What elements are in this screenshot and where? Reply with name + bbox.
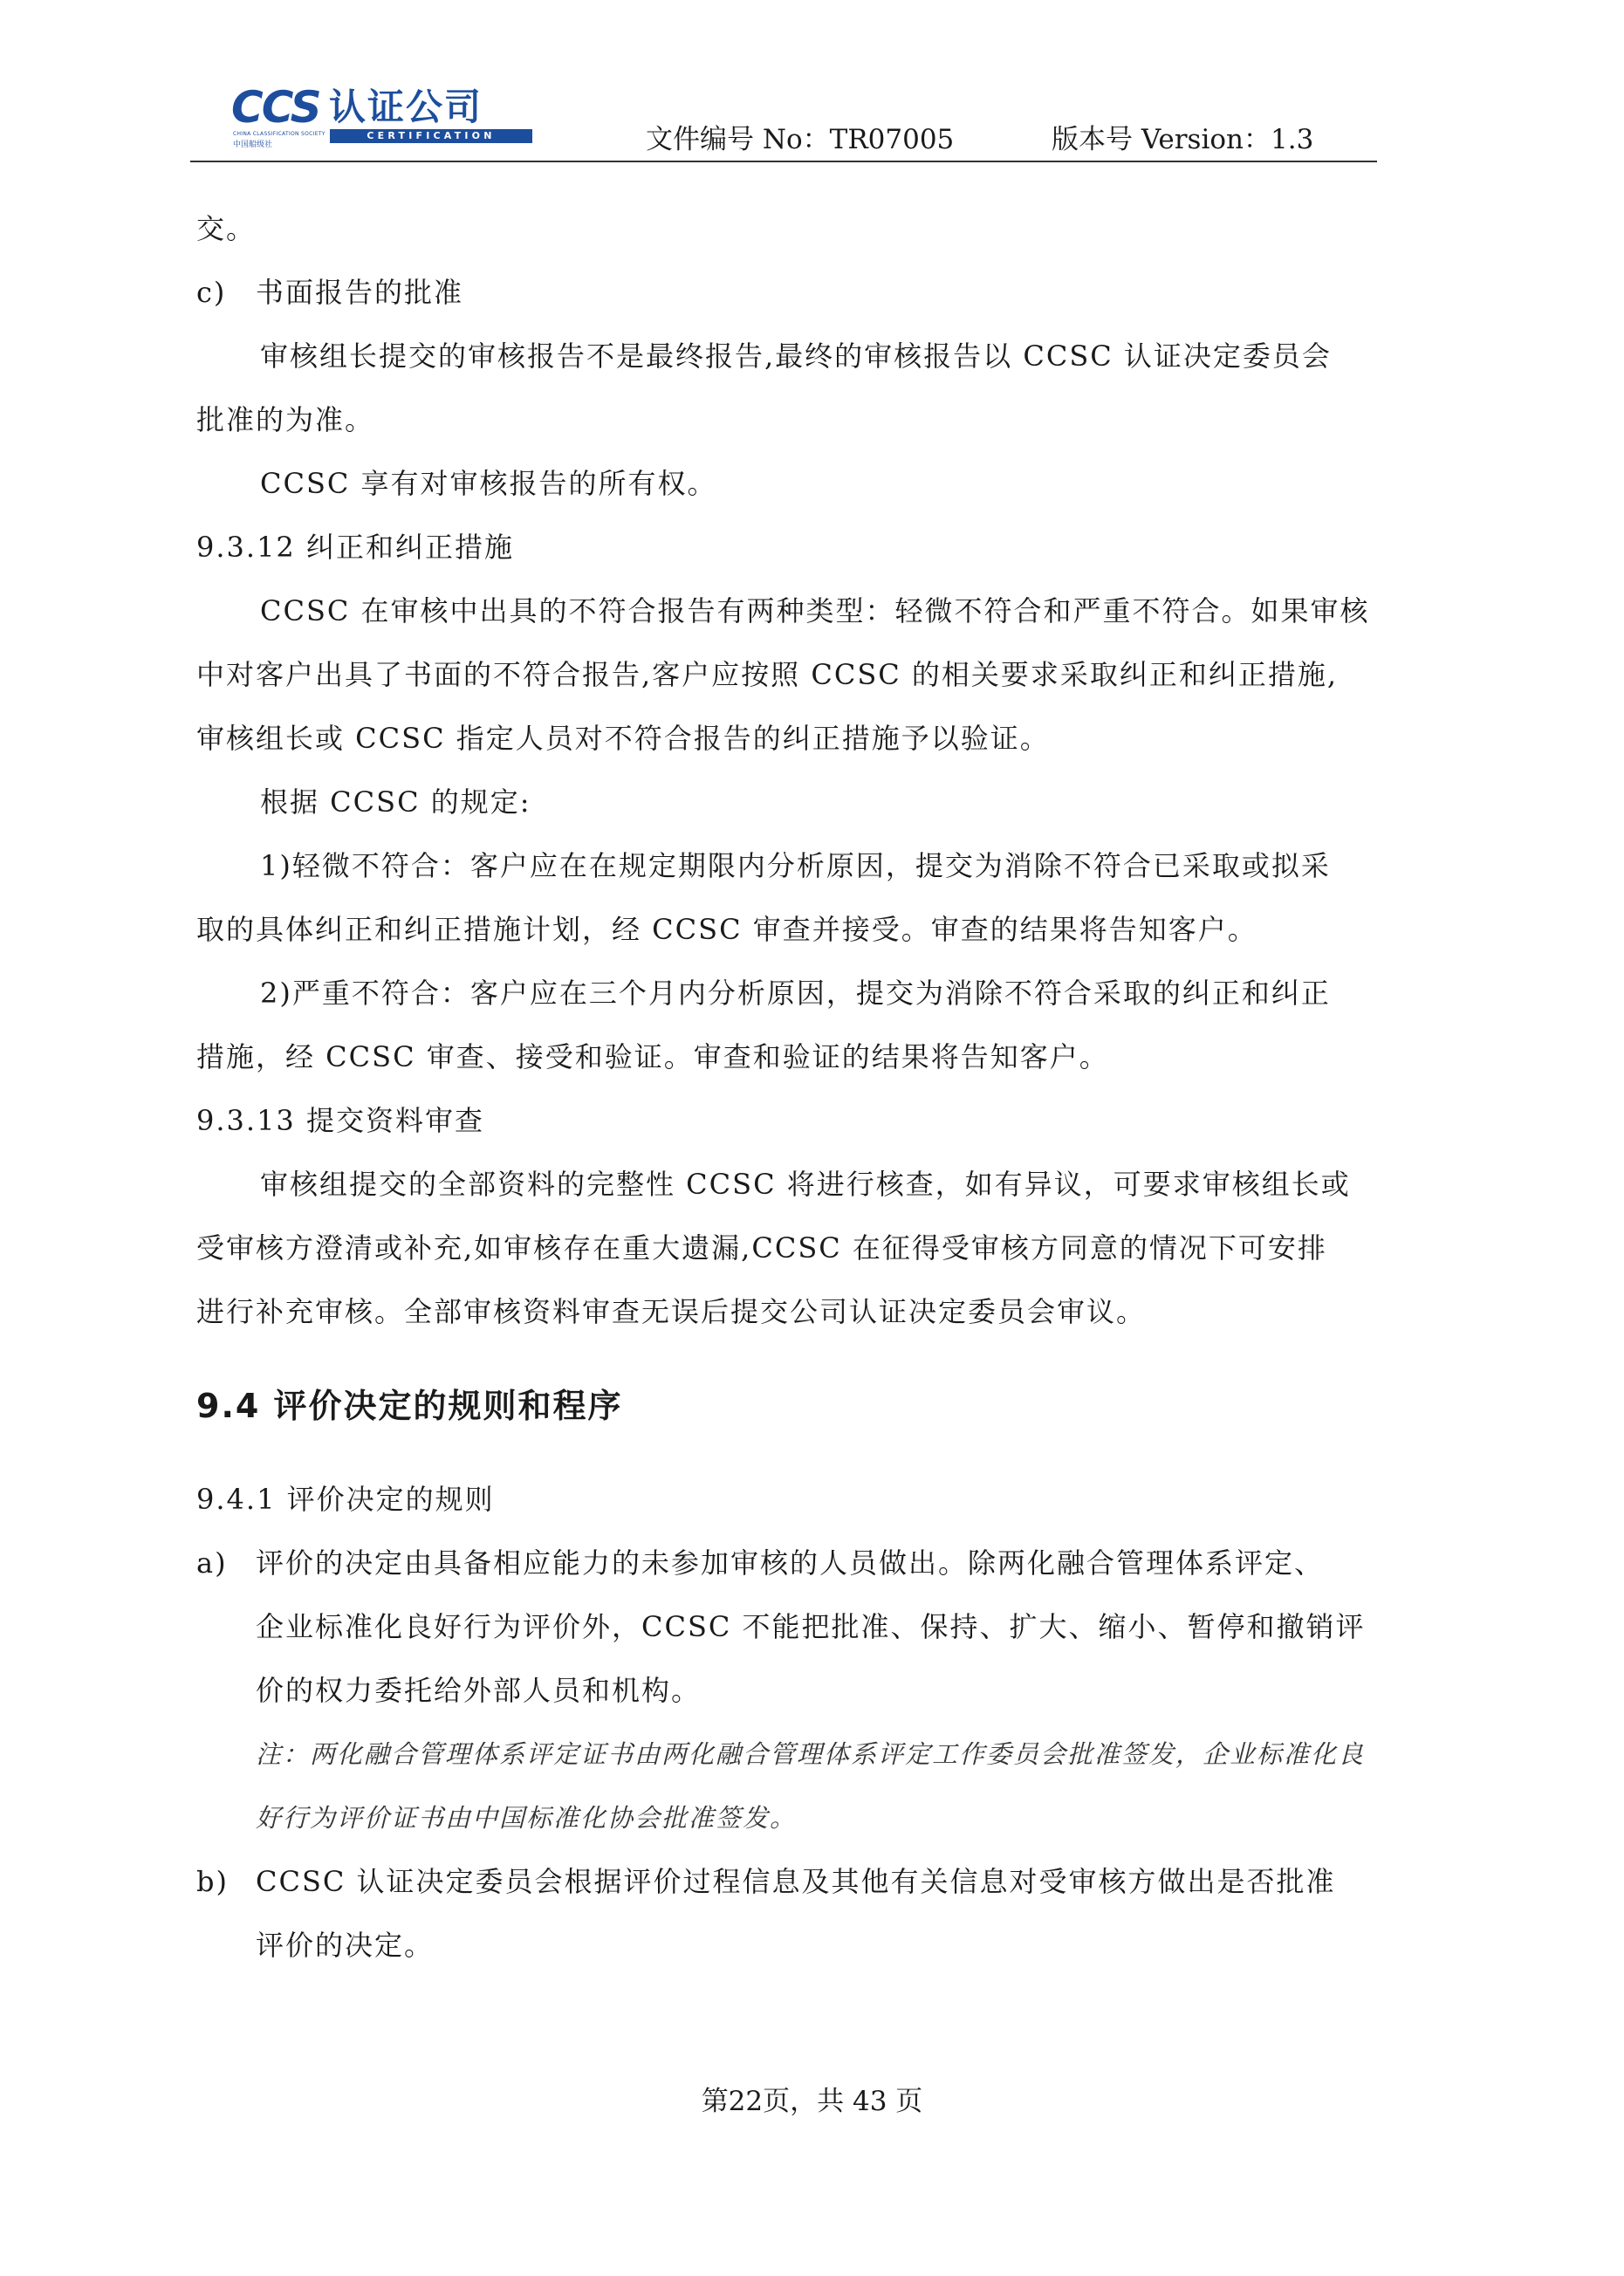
paragraph-line: 审核组长提交的审核报告不是最终报告,最终的审核报告以 CCSC 认证决定委员会 — [260, 339, 1332, 373]
paragraph-line: 进行补充审核。全部审核资料审查无误后提交公司认证决定委员会审议。 — [196, 1295, 1147, 1328]
list-marker: b) — [196, 1865, 229, 1898]
list-item-text: 书面报告的批准 — [256, 276, 464, 309]
list-item-c — [196, 261, 1436, 325]
section-heading-9-4: 9.4 评价决定的规则和程序 — [196, 1387, 623, 1425]
paragraph-line: 根据 CCSC 的规定: — [260, 785, 531, 819]
paragraph-line: CCSC 在审核中出具的不符合报告有两种类型：轻微不符合和严重不符合。如果审核 — [260, 594, 1370, 627]
paragraph-line: 交。 — [196, 212, 257, 245]
list-marker: c) — [196, 276, 227, 309]
section-heading-9-4-1: 9.4.1 评价决定的规则 — [196, 1483, 495, 1516]
page-number-footer: 第22页，共 43 页 — [701, 2086, 923, 2117]
logo-ccs-text: CCS — [231, 82, 320, 133]
paragraph-line: 评价的决定。 — [256, 1929, 435, 1962]
company-logo — [231, 82, 535, 149]
section-heading-9-3-12: 9.3.12 纠正和纠正措施 — [196, 531, 514, 564]
list-item-text: CCSC 认证决定委员会根据评价过程信息及其他有关信息对受审核方做出是否批准 — [256, 1865, 1336, 1898]
paragraph-line: 审核组提交的全部资料的完整性 CCSC 将进行核查，如有异议，可要求审核组长或 — [260, 1168, 1351, 1201]
paragraph-line: 取的具体纠正和纠正措施计划，经 CCSC 审查并接受。审查的结果将告知客户。 — [196, 913, 1257, 946]
paragraph-line: 企业标准化良好行为评价外，CCSC 不能把批准、保持、扩大、缩小、暂停和撤销评 — [256, 1610, 1366, 1643]
paragraph-line: 价的权力委托给外部人员和机构。 — [256, 1674, 702, 1707]
logo-society-text: CHINA CLASSIFICATION SOCIETY — [233, 131, 325, 137]
list-item-b — [196, 1850, 1436, 1914]
paragraph-line: 审核组长或 CCSC 指定人员对不符合报告的纠正措施予以验证。 — [196, 722, 1050, 755]
paragraph-line: 1)轻微不符合：客户应在在规定期限内分析原因，提交为消除不符合已采取或拟采 — [260, 849, 1331, 882]
paragraph-line: CCSC 享有对审核报告的所有权。 — [260, 467, 717, 500]
paragraph-line: 受审核方澄清或补充,如审核存在重大遗漏,CCSC 在征得受审核方同意的情况下可安排 — [196, 1231, 1327, 1265]
logo-certification-bar: CERTIFICATION — [330, 129, 532, 143]
note-line: 注：两化融合管理体系评定证书由两化融合管理体系评定工作委员会批准签发，企业标准化良 — [256, 1739, 1366, 1769]
logo-company-name: 认证公司 — [329, 86, 483, 128]
list-marker: a) — [196, 1546, 228, 1580]
document-number: 文件编号 No：TR07005 — [646, 124, 955, 155]
logo-cn-small-text: 中国船级社 — [233, 141, 273, 149]
list-item-text: 评价的决定由具备相应能力的未参加审核的人员做出。除两化融合管理体系评定、 — [256, 1546, 1325, 1580]
page-content — [196, 197, 1436, 1978]
header-divider — [190, 161, 1377, 162]
note-line: 好行为评价证书由中国标准化协会批准签发。 — [256, 1803, 798, 1833]
paragraph-line: 中对客户出具了书面的不符合报告,客户应按照 CCSC 的相关要求采取纠正和纠正措施, — [196, 658, 1339, 691]
document-version: 版本号 Version：1.3 — [1052, 124, 1314, 155]
list-item-a — [196, 1532, 1436, 1595]
paragraph-line: 批准的为准。 — [196, 403, 375, 436]
paragraph-line: 措施，经 CCSC 审查、接受和验证。审查和验证的结果将告知客户。 — [196, 1040, 1109, 1073]
section-heading-9-3-13: 9.3.13 提交资料审查 — [196, 1104, 484, 1137]
paragraph-line: 2)严重不符合：客户应在三个月内分析原因，提交为消除不符合采取的纠正和纠正 — [260, 977, 1331, 1010]
